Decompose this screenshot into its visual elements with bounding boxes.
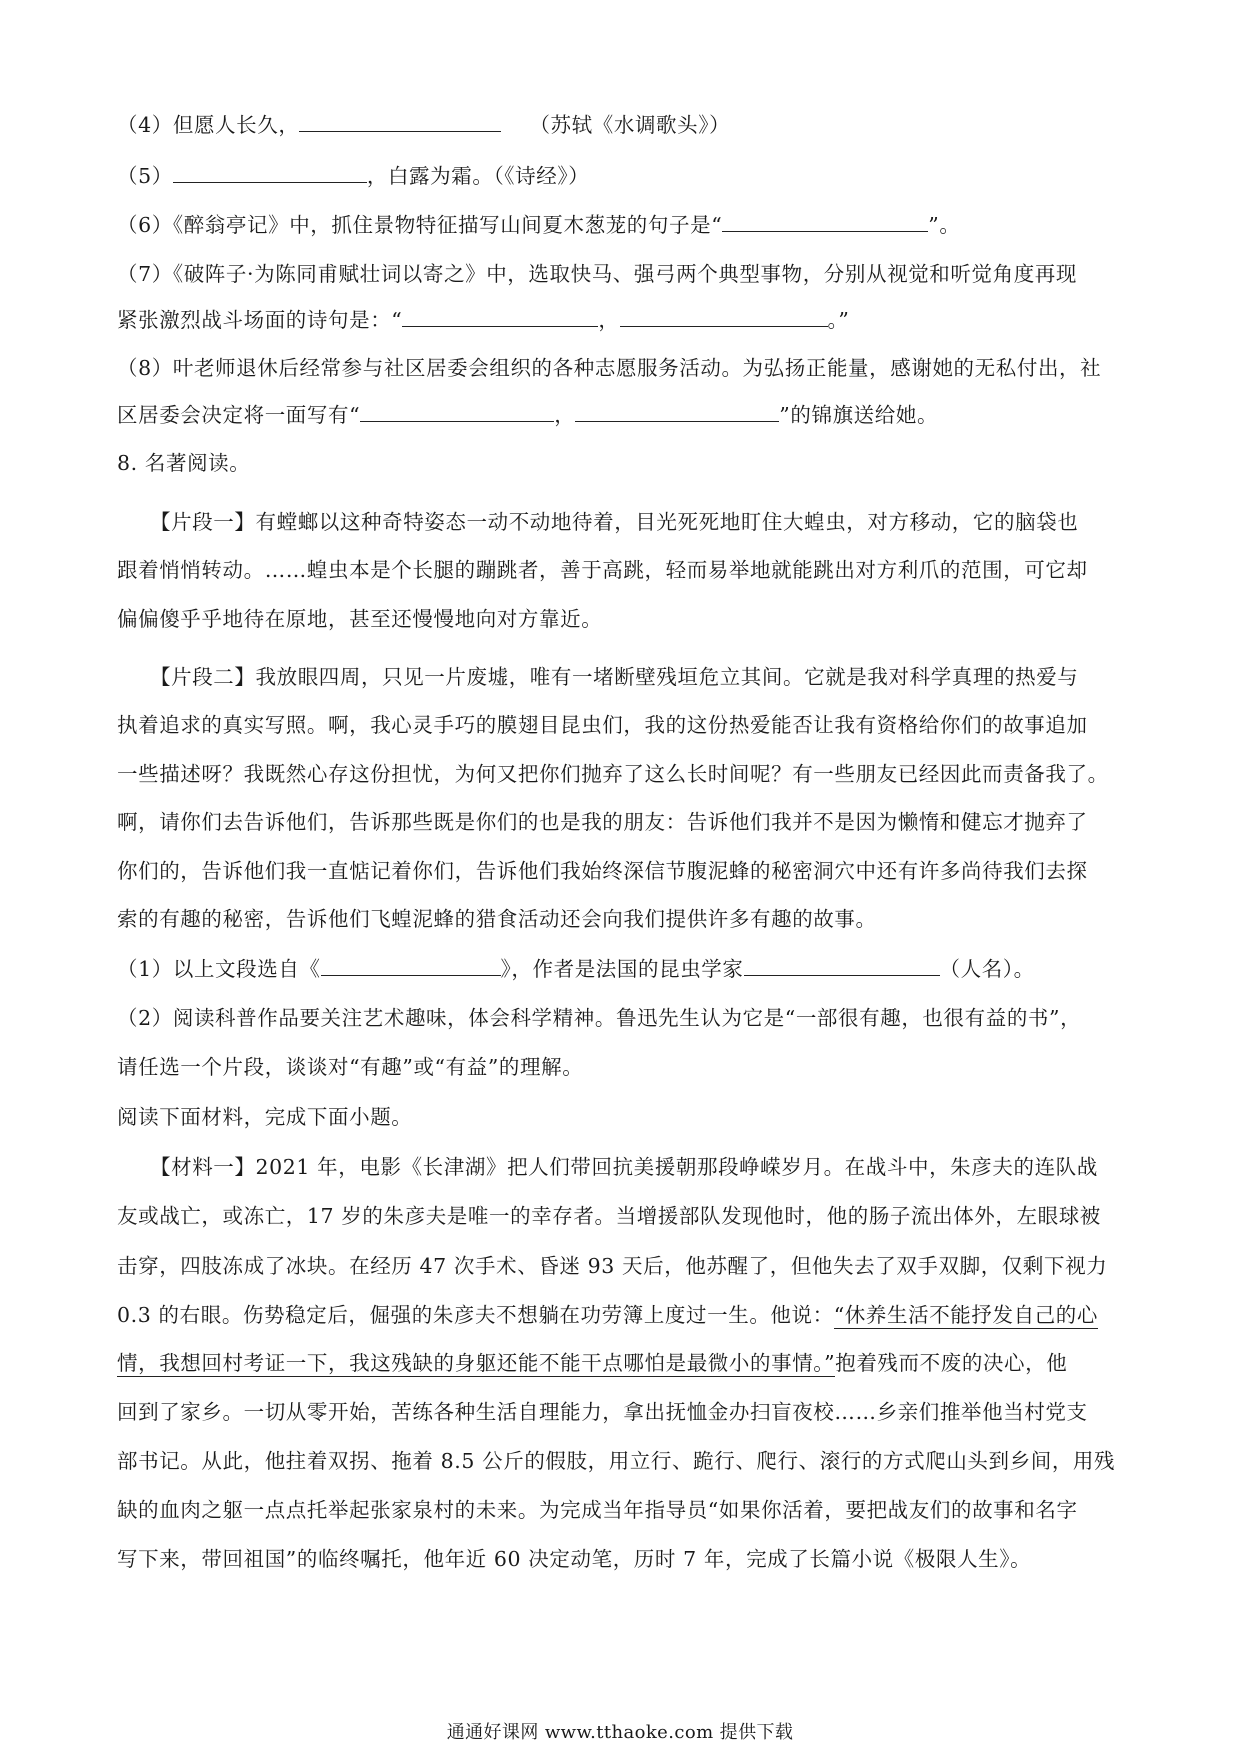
answer-blank[interactable] bbox=[575, 401, 779, 422]
answer-blank[interactable] bbox=[744, 955, 940, 976]
q8-sub-2-line-1: （2）阅读科普作品要关注艺术趣味，体会科学精神。鲁迅先生认为它是“一部很有趣，也很有益的书”， bbox=[117, 1006, 1082, 1030]
material-1-line-2: 友或战亡，或冻亡，17 岁的朱彦夫是唯一的幸存者。当增援部队发现他时，他的肠子流出体外，左眼球被 bbox=[117, 1204, 1101, 1228]
material-1-line-4 bbox=[117, 1301, 1098, 1329]
material-1-line-3: 击穿，四肢冻成了冰块。在经历 47 次手术、昏迷 93 天后，他苏醒了，但他失去了双手双脚，仅剩下视力 bbox=[117, 1254, 1108, 1278]
q7-item-7-prompt: 紧张激烈战斗场面的诗句是：“ bbox=[117, 308, 403, 332]
q7-item-8-suffix: ”的锦旗送给她。 bbox=[779, 403, 939, 427]
q7-item-5-number: （5） bbox=[117, 164, 173, 188]
answer-blank[interactable] bbox=[360, 401, 554, 422]
fragment-2-line-3: 一些描述呀？我既然心存这份担忧，为何又把你们抛弃了这么长时间呢？有一些朋友已经因此而责备我了。 bbox=[117, 762, 1109, 786]
q7-item-5 bbox=[117, 162, 589, 190]
fragment-2-line-4: 啊，请你们去告诉他们，告诉那些既是你们的也是我的朋友：告诉他们我并不是因为懒惰和健忘才抛弃了 bbox=[117, 810, 1088, 834]
answer-blank[interactable] bbox=[722, 211, 928, 232]
q8-sub-1-suffix: （人名）。 bbox=[939, 957, 1035, 981]
answer-blank[interactable] bbox=[321, 955, 501, 976]
material-1-line-5-text: 抱着残而不废的决心，他 bbox=[835, 1351, 1068, 1375]
comma: ， bbox=[598, 308, 620, 332]
material-1-line-4-text: 0.3 的右眼。伤势稳定后，倔强的朱彦夫不想躺在功劳簿上度过一生。他说： bbox=[117, 1303, 834, 1327]
fragment-1-line-3: 偏偏傻乎乎地待在原地，甚至还慢慢地向对方靠近。 bbox=[117, 607, 603, 631]
fragment-2-line-6: 索的有趣的秘密，告诉他们飞蝗泥蜂的猎食活动还会向我们提供许多有趣的故事。 bbox=[117, 907, 877, 931]
fragment-1-line-2: 跟着悄悄转动。……蝗虫本是个长腿的蹦跳者，善于高跳，轻而易举地就能跳出对方利爪的范围，可它却 bbox=[117, 558, 1088, 582]
material-1-line-7: 部书记。从此，他拄着双拐、拖着 8.5 公斤的假肢，用立行、跪行、爬行、滚行的方式爬山头到乡间，用残 bbox=[117, 1449, 1116, 1473]
material-1-line-1: 【材料一】2021 年，电影《长津湖》把人们带回抗美援朝那段峥嵘岁月。在战斗中，朱彦夫的连队战 bbox=[150, 1155, 1098, 1179]
q7-item-6 bbox=[117, 211, 960, 239]
answer-blank[interactable] bbox=[299, 111, 501, 132]
q7-item-8-line-2 bbox=[117, 401, 938, 429]
underlined-quote: “休养生活不能抒发自己的心 bbox=[833, 1303, 1098, 1327]
q7-item-8-line-1: （8）叶老师退休后经常参与社区居委会组织的各种志愿服务活动。为弘扬正能量，感谢她的无私付出，社 bbox=[117, 356, 1102, 380]
underlined-quote: 情，我想回村考证一下，我这残缺的身躯还能不能干点哪怕是最微小的事情。” bbox=[117, 1351, 836, 1375]
q7-item-4 bbox=[117, 111, 730, 139]
footer-watermark: 通通好课网 www.tthaoke.com 提供下载 bbox=[446, 1722, 794, 1743]
q8-sub-1-middle: 》，作者是法国的昆虫学家 bbox=[500, 957, 744, 981]
q7-item-8-prompt: 区居委会决定将一面写有“ bbox=[117, 403, 361, 427]
material-1-line-8: 缺的血肉之躯一点点托举起张家泉村的未来。为完成当年指导员“如果你活着，要把战友们的故事和名字 bbox=[117, 1498, 1078, 1522]
answer-blank[interactable] bbox=[402, 306, 598, 327]
q7-item-4-text: （4）但愿人长久， bbox=[117, 113, 300, 137]
answer-blank[interactable] bbox=[620, 306, 828, 327]
q8-heading: 8. 名著阅读。 bbox=[117, 451, 251, 475]
q7-item-7-line-2 bbox=[117, 306, 849, 334]
comma: ， bbox=[554, 403, 576, 427]
q7-item-4-source: （苏轼《水调歌头》） bbox=[529, 113, 731, 137]
q8-sub-1-text: （1）以上文段选自《 bbox=[117, 957, 321, 981]
fragment-2-line-2: 执着追求的真实写照。啊，我心灵手巧的膜翅目昆虫们，我的这份热爱能否让我有资格给你们的故事追加 bbox=[117, 713, 1088, 737]
q7-item-6-text: （6）《醉翁亭记》中，抓住景物特征描写山间夏木葱茏的句子是“ bbox=[117, 213, 723, 237]
material-1-line-9: 写下来，带回祖国”的临终嘱托，他年近 60 决定动笔，历时 7 年，完成了长篇小说《极限人生》。 bbox=[117, 1547, 1032, 1571]
reading-intro: 阅读下面材料，完成下面小题。 bbox=[117, 1105, 413, 1129]
q7-item-6-suffix: ”。 bbox=[928, 213, 961, 237]
q7-item-7-suffix: 。” bbox=[827, 308, 850, 332]
fragment-2-line-5: 你们的，告诉他们我一直惦记着你们，告诉他们我始终深信节腹泥蜂的秘密洞穴中还有许多尚待我们去探 bbox=[117, 859, 1088, 883]
q8-sub-2-line-2: 请任选一个片段，谈谈对“有趣”或“有益”的理解。 bbox=[117, 1055, 584, 1079]
material-1-line-6: 回到了家乡。一切从零开始，苦练各种生活自理能力，拿出抚恤金办扫盲夜校……乡亲们推举他当村党支 bbox=[117, 1400, 1088, 1424]
q8-sub-1 bbox=[117, 955, 1035, 983]
q7-item-5-text: ，白露为霜。（《诗经》） bbox=[366, 164, 590, 188]
q7-item-7-line-1: （7）《破阵子·为陈同甫赋壮词以寄之》中，选取快马、强弓两个典型事物，分别从视觉和听觉角度再现 bbox=[117, 262, 1078, 286]
fragment-2-line-1: 【片段二】我放眼四周，只见一片废墟，唯有一堵断壁残垣危立其间。它就是我对科学真理的热爱与 bbox=[150, 665, 1079, 689]
material-1-line-5 bbox=[117, 1349, 1067, 1377]
fragment-1-line-1: 【片段一】有螳螂以这种奇特姿态一动不动地待着，目光死死地盯住大蝗虫，对方移动，它的脑袋也 bbox=[150, 510, 1079, 534]
answer-blank[interactable] bbox=[173, 162, 367, 183]
